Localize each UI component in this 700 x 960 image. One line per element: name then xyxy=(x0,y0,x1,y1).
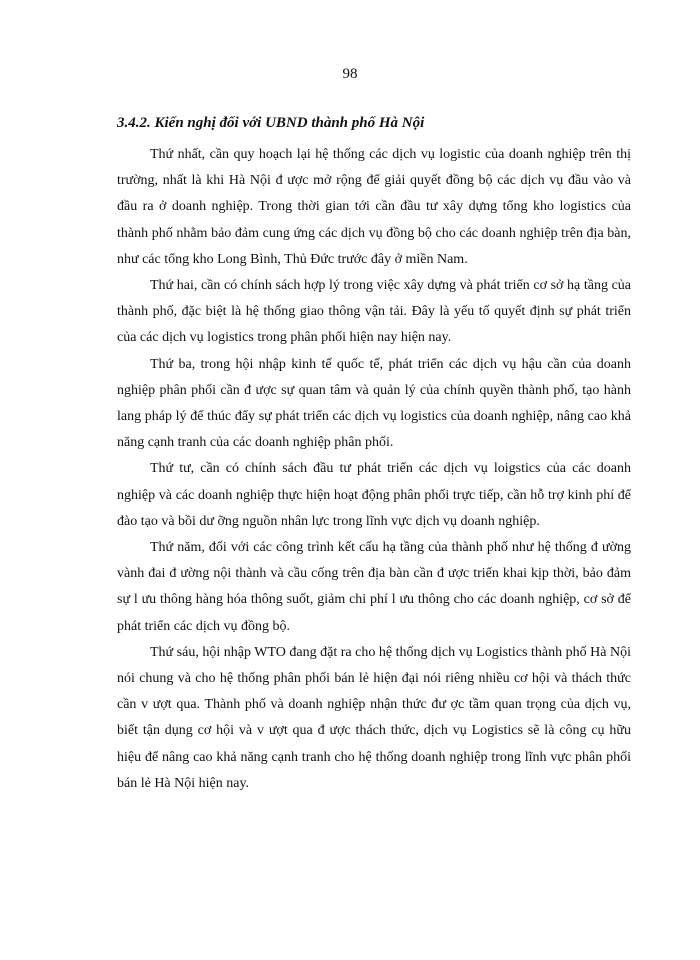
paragraph-thu-hai: Thứ hai, cần có chính sách hợp lý trong việc xây dựng và phát triển cơ sở hạ tầng của thành phố, đặc biệt là hệ thống giao thông vận tải. Đây là yếu tố quyết định sự phát triển của các dịch vụ logistics trong phân phối hiện nay hiện nay. xyxy=(117,278,631,346)
paragraph-thu-ba: Thứ ba, trong hội nhập kinh tế quốc tế, phát triển các dịch vụ hậu cần của doanh nghiệp phân phối cần đ ược sự quan tâm và quản lý của chính quyền thành phố, tạo hành lang pháp lý để thúc đẩy sự phát triển các dịch vụ logistics của doanh nghiệp, nâng cao khả năng cạnh tranh của các doanh nghiệp phân phối. xyxy=(117,356,631,451)
body-text xyxy=(117,142,631,797)
page-number: 98 xyxy=(342,66,358,82)
section-heading: 3.4.2. Kiến nghị đối với UBND thành phố Hà Nội xyxy=(117,115,425,131)
paragraph-thu-tu: Thứ tư, cần có chính sách đầu tư phát triển các dịch vụ loigstics của các doanh nghiệp và các doanh nghiệp thực hiện hoạt động phân phối trực tiếp, cần hỗ trợ kinh phí để đào tạo và bồi dư ỡng nguồn nhân lực trong lĩnh vực dịch vụ doanh nghiệp. xyxy=(117,461,631,529)
paragraph-thu-nhat: Thứ nhất, cần quy hoạch lại hệ thống các dịch vụ logistic của doanh nghiệp trên thị trường, nhất là khi Hà Nội đ ược mở rộng để giải quyết đồng bộ các dịch vụ đầu vào và đầu ra ở doanh nghiệp. Trong thời gian tới cần đầu tư xây dựng tổng kho logistics của thành phố nhằm bảo đảm cung ứng các dịch vụ đồng bộ cho các doanh nghiệp trên địa bàn, như các tổng kho Long Bình, Thủ Đức trước đây ở miền Nam. xyxy=(117,147,631,267)
paragraph-thu-sau: Thứ sáu, hội nhập WTO đang đặt ra cho hệ thống dịch vụ Logistics thành phố Hà Nội nói chung và cho hệ thống phân phối bán lẻ hiện đại nói riêng nhiều cơ hội và thách thức cần v ượt qua. Thành phố và doanh nghiệp nhận thức đư ợc tầm quan trọng của dịch vụ, biết tận dụng cơ hội và v ượt qua đ ược thách thức, dịch vụ Logistics sẽ là công cụ hữu hiệu để nâng cao khả năng cạnh tranh cho hệ thống doanh nghiệp trong lĩnh vực phân phối bán lẻ Hà Nội hiện nay. xyxy=(117,644,631,791)
paragraph-thu-nam: Thứ năm, đối với các công trình kết cấu hạ tầng của thành phố như hệ thống đ ường vành đai đ ường nội thành và cầu cống trên địa bàn cần đ ược triển khai kịp thời, bảo đảm sự l ưu thông hàng hóa thông suốt, giảm chi phí l ưu thông cho các doanh nghiệp, cơ sở để phát triển các dịch vụ đồng bộ. xyxy=(117,540,631,634)
